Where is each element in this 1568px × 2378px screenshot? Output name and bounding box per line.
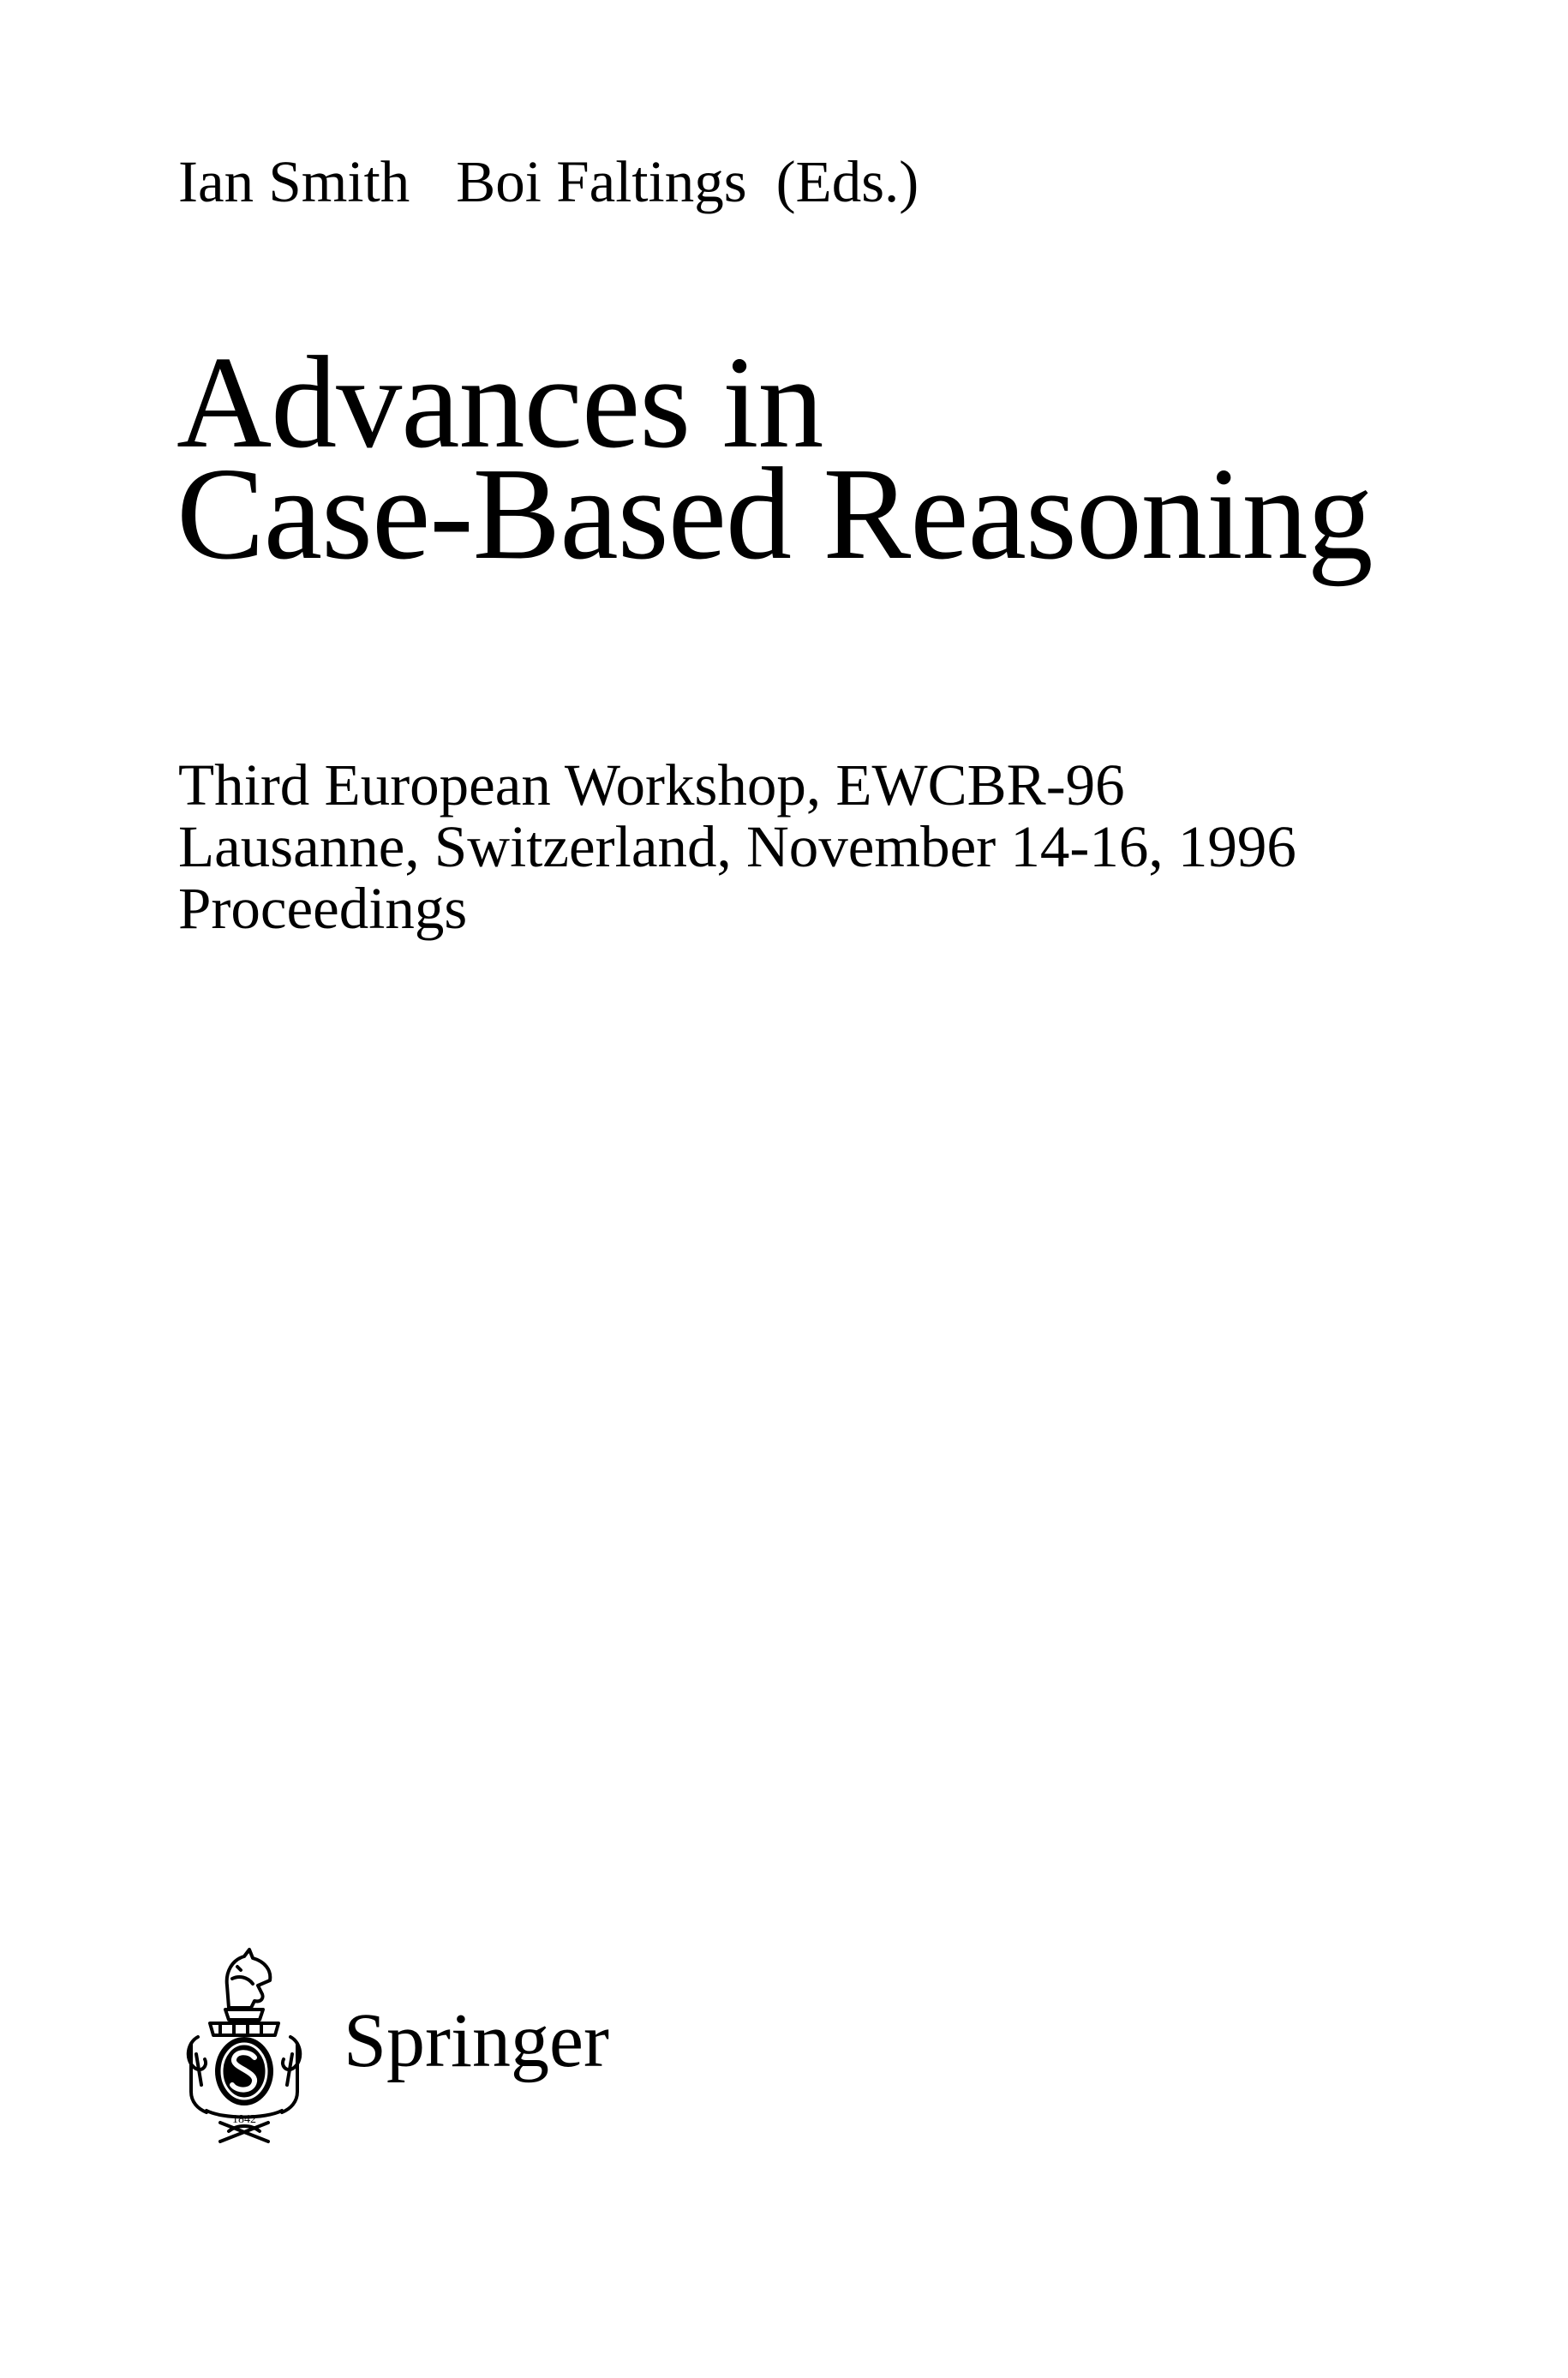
- book-title: [177, 330, 1373, 587]
- title-line-1: Advances in: [177, 330, 823, 476]
- publisher-name: Springer: [344, 1998, 609, 2083]
- title-line-2: Case-Based Reasoning: [177, 441, 1373, 587]
- book-subtitle: [178, 754, 1296, 939]
- springer-knight-logo-icon: [176, 1941, 313, 2147]
- editor-name-1: Ian Smith: [178, 149, 410, 214]
- subtitle-line-2: Lausanne, Switzerland, November 14-16, 1996: [178, 814, 1296, 879]
- subtitle-line-1: Third European Workshop, EWCBR-96: [178, 752, 1125, 818]
- editors-line: [178, 149, 919, 214]
- editor-name-2: Boi Faltings: [456, 149, 747, 214]
- logo-year: 1842: [232, 2113, 256, 2126]
- publisher-block: [176, 1941, 621, 2147]
- editors-role: (Eds.): [775, 149, 919, 214]
- subtitle-line-3: Proceedings: [178, 876, 468, 941]
